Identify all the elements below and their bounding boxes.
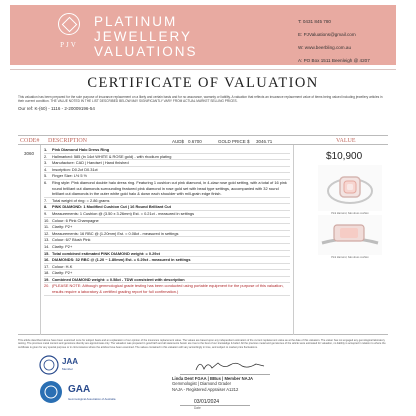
column-divider: [40, 145, 41, 335]
row-text: Pink Diamond Halo Dress Ring: [52, 147, 110, 152]
footnote-text: This article described above have been examined once for subject basis and an explanation of our opinion of the insurance replacement value. The values are based upon any independent estimation of the current replacement value as at the date of this valuation. The valuer has not engaged any gemological laboratory testing. The precious metal content and gemstone identity are approximate only. The valuation was prepared in good faith and all statements herein are true to the best of our knowledge & belief. All the precious metal and gemstones of the article were estimated for valuation, no liability is accepted in relation to where the certificate is given for any special purpose or in circumstance where the articles have been examined. The values contained in this valuation will vary accordingly in time, and subject to market price fluctuations.: [18, 339, 386, 349]
signature-line: [180, 374, 270, 375]
description-row: [44, 204, 290, 211]
value-header: VALUE: [336, 137, 356, 144]
jaa-logo-icon: [38, 354, 60, 376]
row-number: 18.: [44, 270, 50, 276]
description-row: [44, 244, 290, 251]
row-text: Inscription: D0.2ct D0.31ct: [52, 166, 98, 172]
photo-caption: Pink diamond, halo dress cushion: [331, 212, 369, 215]
diamond-logo-icon: [58, 13, 80, 35]
row-text: Clarity: P2+: [52, 270, 73, 276]
table-body: [18, 145, 388, 335]
gold-price-label: GOLD PRICE $: [218, 138, 250, 144]
row-number: 20.: [44, 283, 50, 289]
row-number: 9.: [44, 210, 48, 216]
row-text: PINK DIAMOND: 1 Modified Cushion Cut | 16 Round Brilliant Cut: [52, 204, 171, 210]
description-list: [44, 147, 290, 296]
description-row: [44, 264, 290, 271]
signer-name: Linda Dent FGAA | BBus | Member NAJA: [172, 376, 254, 381]
description-row: [44, 167, 290, 174]
aud-value: 0.6700: [188, 138, 202, 144]
certificate-date: 03/01/2024: [194, 399, 220, 405]
row-text: Clarity: P2+: [52, 243, 73, 249]
row-text: Colour: H-K: [52, 263, 73, 269]
description-row: [44, 257, 290, 264]
phone-text: T: 0431 845 780: [298, 19, 331, 24]
jaa-subtext: Member: [62, 367, 74, 371]
row-number: 4.: [44, 166, 48, 172]
our-ref: Our ref: K-(60) - 1116 - 2-20009196-54: [18, 106, 95, 111]
signature: [190, 357, 270, 373]
row-text: Clarity: P2+: [52, 224, 73, 230]
item-code: 3060: [24, 151, 35, 156]
signer-registration: NAJA - Registered Appraiser A1212: [172, 386, 239, 392]
signer-block: [172, 376, 253, 392]
description-row: [44, 218, 290, 225]
certificate-page: [10, 5, 396, 413]
code-header: CODE#: [20, 137, 40, 144]
description-row: [44, 237, 290, 244]
brand-line-2: JEWELLERY: [94, 29, 193, 44]
website-text: W: www.beerbling.com.au: [298, 45, 352, 50]
row-text: Measurements: 16 RBC @ (1.20mm) Est. = 0.08ct - measured in settings: [52, 230, 179, 236]
description-header: DESCRIPTION: [48, 137, 88, 144]
description-row: [44, 180, 290, 198]
row-number: 1.: [44, 147, 48, 152]
brand-line-3: VALUATIONS: [94, 44, 198, 59]
description-row: [44, 277, 290, 284]
table-header: [18, 135, 388, 145]
description-row: [44, 173, 290, 180]
row-text: Colour: 6/7 Blush Pink: [52, 237, 91, 243]
address-text: A: PO Box 1511 Beenleigh @ 4207: [298, 58, 370, 63]
row-number: 11.: [44, 224, 50, 230]
row-text: Total combined estimated PINK DIAMOND weight: = 0.29ct: [52, 250, 160, 256]
logo-text: PJV: [60, 41, 78, 49]
row-number: 10.: [44, 217, 50, 223]
description-row: [44, 231, 290, 238]
company-logo: [50, 11, 88, 59]
row-text: Total weight of ring: = 2.86 grams: [52, 197, 110, 203]
row-number: 5.: [44, 173, 48, 179]
description-row: [44, 283, 290, 295]
disclaimer-text: This valuation has been prepared for the sole purpose of insurance replacement on a likely and certain basis and for no assurance, warranty or liability. A valuation that reflects an insurance replacement value of items being valued including jewellery articles in their current condition. THE VALUE NOTED IN THE LIST DESCRIBED BELOW MAY SIGNIFICANTLY VARY FROM ACTUAL MARKET SELLING PRICES.: [18, 95, 383, 103]
row-text: Combined DIAMOND weight: = 0.58ct - TDW consistent with description: [52, 276, 185, 282]
row-number: 12.: [44, 230, 50, 236]
row-text: Ring style: Pink diamond double halo dress ring. Featuring 1 cushion cut pink diamond, in 4-claw rose gold setting, with a total of 16 pink round brilliant cut diamonds surrounding featured pink diamond in rose gold set with bead type settings, accompanied with 32 round brilliant cut diamonds in the outer white gold halo & down each shoulder with mill-grain edge finish.: [52, 179, 287, 197]
description-row: [44, 224, 290, 231]
gaa-subtext: Gemmological Association of Australia: [68, 397, 116, 401]
gold-price-value: 3046.71: [256, 138, 273, 144]
description-row: [44, 211, 290, 218]
ring-photo-side: [318, 215, 382, 255]
row-number: 15.: [44, 250, 50, 256]
row-number: 6.: [44, 179, 48, 185]
item-value: $10,900: [326, 151, 363, 162]
row-number: 8.: [44, 204, 48, 210]
description-row: [44, 251, 290, 258]
email-text: E: PJValuations@gmail.com: [298, 32, 356, 37]
row-text: DIAMONDS: 32 RBC @ (1.20 ~ 1.80mm) Est. = 0.29ct - measured in settings: [52, 257, 191, 263]
ring-photo-top: [318, 165, 382, 211]
row-number: 7.: [44, 197, 48, 203]
aud-label: AUD$: [172, 138, 185, 144]
row-number: 16.: [44, 257, 50, 263]
row-text: Colour: 6 Pink Champagne: [52, 217, 99, 223]
row-number: 13.: [44, 237, 50, 243]
signer-title: Gemmologist | Diamond Grader: [172, 381, 232, 387]
description-row: [44, 147, 290, 154]
header-divider: [10, 65, 396, 70]
date-label: Date: [194, 406, 201, 410]
brand-line-1: PLATINUM: [94, 14, 178, 29]
brand-name: [94, 14, 198, 59]
row-text: Hallmarked: 585 (in 14ct WHITE & ROSE gold) - with rhodium plating: [52, 153, 172, 159]
date-line: [180, 405, 250, 406]
row-number: 17.: [44, 263, 50, 269]
jaa-text: JAA: [62, 357, 79, 366]
description-row: [44, 160, 290, 167]
row-text: (PLEASE NOTE: Although gemmological grade testing has been conducted using portable equipment for the purpose of this valuation, results require a laboratory & certified grading report for full confirmation.): [52, 283, 284, 295]
contact-block: [298, 15, 388, 67]
description-row: [44, 198, 290, 205]
row-number: 2.: [44, 153, 48, 159]
row-number: 3.: [44, 160, 48, 166]
row-text: Measurements: 1 Cushion @ (3.50 x 3.26mm) Est. = 0.21ct - measured in settings: [52, 210, 195, 216]
row-text: Finger Size: L½ 5 ½: [52, 173, 87, 179]
row-number: 14.: [44, 243, 50, 249]
page-title: CERTIFICATE OF VALUATION: [87, 75, 319, 91]
column-divider: [293, 145, 294, 335]
photo-caption: Pink diamond, halo dress cushion: [331, 256, 369, 259]
gaa-logo-icon: [38, 379, 64, 405]
description-row: [44, 270, 290, 277]
description-row: [44, 154, 290, 161]
gaa-text: GAA: [68, 384, 91, 395]
header-banner: [10, 5, 396, 65]
row-number: 19.: [44, 276, 50, 282]
row-text: Manufacture: CAD | Handset | Hand finished: [52, 160, 129, 166]
